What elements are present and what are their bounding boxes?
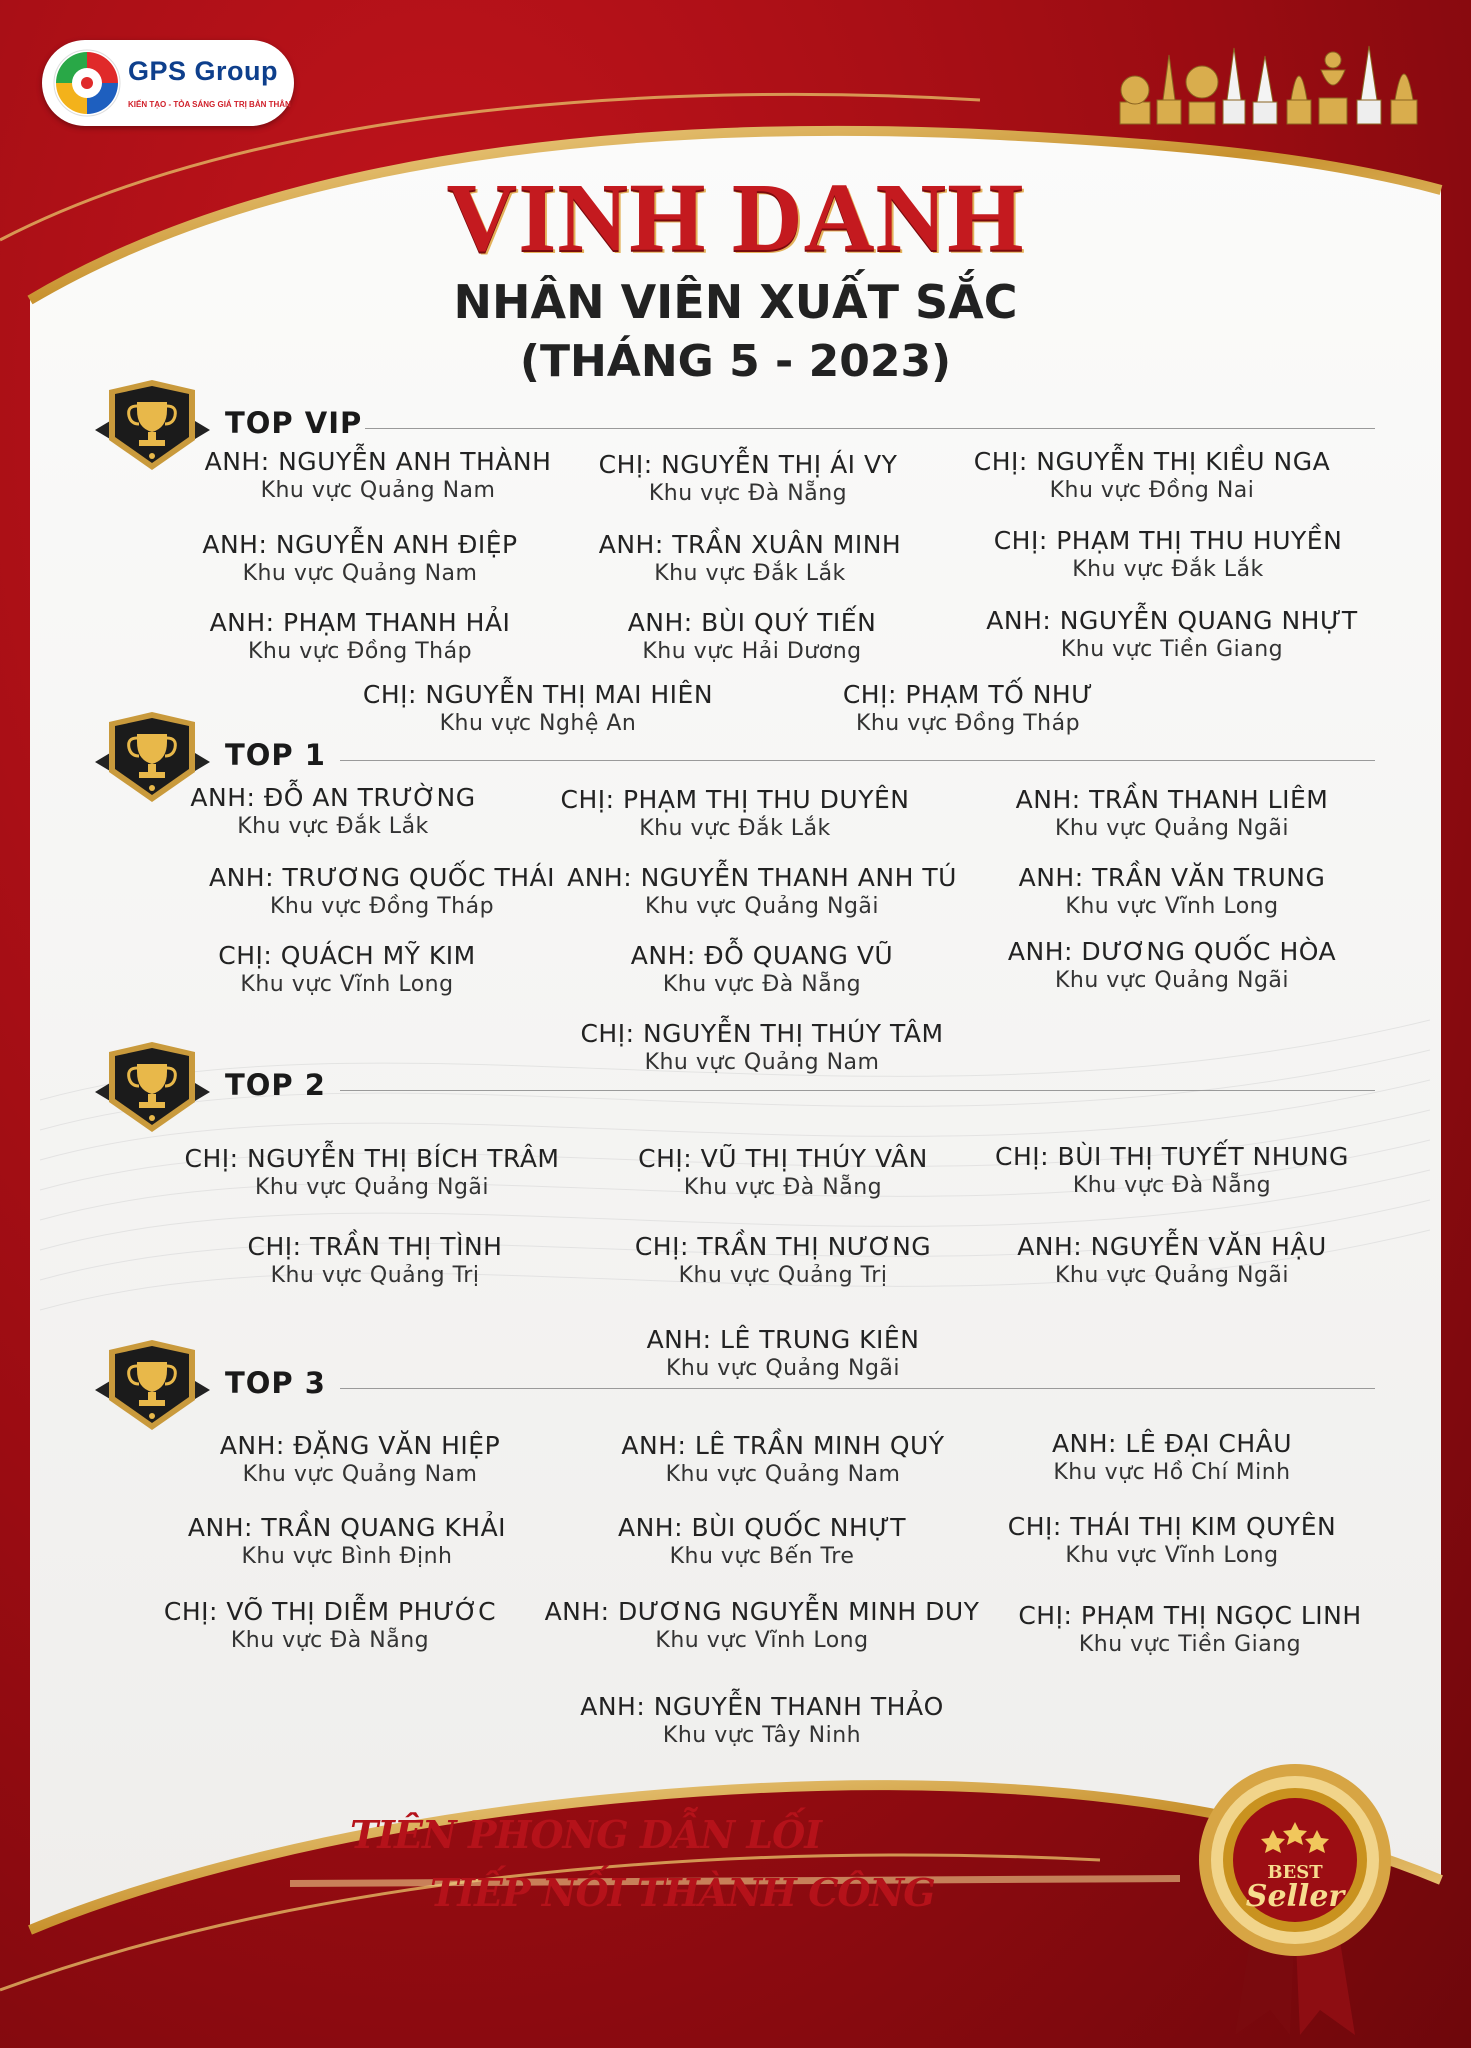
honoree-area: Khu vực Quảng Ngãi (644, 894, 880, 919)
honoree-area: Khu vực Đà Nẵng (1072, 1173, 1272, 1198)
honoree-name: ANH: TRẦN XUÂN MINH (598, 530, 902, 559)
honoree-name: CHỊ: TRẦN THỊ NƯƠNG (634, 1232, 932, 1261)
honoree-item (530, 530, 970, 588)
honoree-item (563, 1144, 1003, 1202)
honoree-name: ANH: ĐẶNG VĂN HIỆP (219, 1431, 501, 1460)
page-title: VINH DANH (446, 164, 1025, 272)
honoree-item (542, 941, 982, 999)
honoree-name: CHỊ: BÙI THỊ TUYẾT NHUNG (995, 1142, 1349, 1171)
section-header (95, 1340, 1375, 1430)
honoree-name: ANH: PHẠM THANH HẢI (209, 608, 511, 637)
honoree-area: Khu vực Tiền Giang (1060, 637, 1284, 662)
honoree-name: ANH: BÙI QUỐC NHỰT (617, 1513, 907, 1542)
honoree-area: Khu vực Hồ Chí Minh (1053, 1460, 1291, 1485)
honoree-name: CHỊ: NGUYỄN THỊ KIỀU NGA (973, 447, 1331, 476)
honoree-name: CHỊ: NGUYỄN THỊ BÍCH TRÂM (184, 1144, 560, 1173)
honoree-name: ANH: TRẦN THANH LIÊM (1015, 785, 1329, 814)
honoree-name: ANH: NGUYỄN QUANG NHỰT (986, 606, 1358, 635)
section-divider (365, 428, 1375, 429)
honoree-name: ANH: TRẦN QUANG KHẢI (187, 1513, 507, 1542)
honoree-name: ANH: LÊ TRẦN MINH QUÝ (621, 1431, 945, 1460)
honoree-item (542, 863, 982, 921)
honoree-name: ANH: NGUYỄN ANH ĐIỆP (202, 530, 518, 559)
honoree-area: Khu vực Hải Dương (642, 639, 862, 664)
honoree-name: ANH: TRẦN VĂN TRUNG (1018, 863, 1326, 892)
honoree-name: CHỊ: QUÁCH MỸ KIM (218, 941, 476, 970)
honoree-item (952, 937, 1392, 995)
honoree-area: Khu vực Bình Định (241, 1544, 453, 1569)
honoree-item (970, 1601, 1410, 1659)
page-period: (THÁNG 5 - 2023) (519, 336, 952, 387)
honoree-item (542, 1513, 982, 1571)
honoree-name: ANH: NGUYỄN VĂN HẬU (1017, 1232, 1327, 1261)
honoree-area: Khu vực Quảng Nam (242, 1462, 478, 1487)
honoree-name: CHỊ: TRẦN THỊ TÌNH (247, 1232, 503, 1261)
seal-line1: BEST (1267, 1862, 1323, 1883)
section-divider (340, 1388, 1375, 1389)
honoree-area: Khu vực Quảng Nam (242, 561, 478, 586)
honoree-area: Khu vực Đồng Tháp (269, 894, 495, 919)
honoree-item (113, 783, 553, 841)
honoree-name: CHỊ: NGUYỄN THỊ MAI HIÊN (362, 680, 714, 709)
honoree-item (162, 863, 602, 921)
section-title: TOP 1 (225, 738, 326, 772)
honoree-area: Khu vực Đồng Nai (1049, 478, 1255, 503)
honoree-name: ANH: LÊ TRUNG KIÊN (646, 1325, 920, 1354)
honoree-item (563, 1431, 1003, 1489)
best-seller-seal-icon (1195, 1760, 1395, 2040)
honoree-name: ANH: BÙI QUÝ TIẾN (627, 608, 877, 637)
honoree-name: CHỊ: PHẠM TỐ NHƯ (842, 680, 1094, 709)
section-title: TOP VIP (225, 406, 363, 440)
page-subtitle: NHÂN VIÊN XUẤT SẮC (453, 275, 1018, 329)
honoree-item (932, 447, 1372, 505)
honoree-name: ANH: TRƯƠNG QUỐC THÁI (208, 863, 555, 892)
honoree-item (515, 785, 955, 843)
honoree-item (140, 608, 580, 666)
honoree-name: ANH: NGUYỄN THANH THẢO (580, 1692, 944, 1721)
honoree-area: Khu vực Đắk Lắk (639, 816, 831, 841)
honoree-name: ANH: ĐỖ QUANG VŨ (630, 941, 894, 970)
section-header (95, 1042, 1375, 1132)
honoree-area: Khu vực Quảng Nam (260, 478, 496, 503)
honoree-area: Khu vực Quảng Ngãi (665, 1356, 901, 1381)
honoree-area: Khu vực Đắk Lắk (237, 814, 429, 839)
honoree-item (952, 863, 1392, 921)
honoree-item (528, 450, 968, 508)
honoree-item (110, 1597, 550, 1655)
trophy-badge-icon (95, 1042, 210, 1136)
honoree-name: CHỊ: PHẠM THỊ NGỌC LINH (1018, 1601, 1362, 1630)
honoree-name: CHỊ: PHẠM THỊ THU HUYỀN (993, 526, 1343, 555)
honoree-area: Khu vực Quảng Trị (270, 1263, 480, 1288)
logo-tagline: KIẾN TẠO - TỎA SÁNG GIÁ TRỊ BẢN THÂN (128, 100, 291, 109)
honoree-area: Khu vực Đắk Lắk (654, 561, 846, 586)
logo-name: GPS Group (128, 56, 279, 86)
honoree-item (952, 606, 1392, 664)
honoree-area: Khu vực Nghệ An (439, 711, 637, 736)
honoree-name: ANH: DƯƠNG QUỐC HÒA (1007, 937, 1337, 966)
honoree-area: Khu vực Đà Nẵng (662, 972, 862, 997)
honoree-item (127, 1513, 567, 1571)
honoree-item (952, 1429, 1392, 1487)
honoree-area: Khu vực Quảng Ngãi (254, 1175, 490, 1200)
trophy-badge-icon (95, 1340, 210, 1434)
section-title: TOP 2 (225, 1068, 326, 1102)
honoree-area: Khu vực Đồng Tháp (247, 639, 473, 664)
honoree-area: Khu vực Quảng Nam (644, 1050, 880, 1075)
honoree-area: Khu vực Vĩnh Long (655, 1628, 869, 1653)
honoree-name: ANH: NGUYỄN THANH ANH TÚ (567, 863, 957, 892)
honoree-area: Khu vực Vĩnh Long (1065, 894, 1279, 919)
honoree-name: ANH: NGUYỄN ANH THÀNH (204, 447, 552, 476)
honoree-area: Khu vực Đà Nẵng (230, 1628, 430, 1653)
slogan-line2: TIẾP NỐI THÀNH CÔNG (430, 1870, 935, 1915)
honoree-item (542, 1597, 982, 1655)
section-divider (340, 1090, 1375, 1091)
honoree-item (152, 1144, 592, 1202)
honoree-area: Khu vực Vĩnh Long (1065, 1543, 1279, 1568)
honoree-name: CHỊ: VŨ THỊ THÚY VÂN (638, 1144, 928, 1173)
honoree-name: CHỊ: THÁI THỊ KIM QUYÊN (1007, 1512, 1337, 1541)
honoree-area: Khu vực Tiền Giang (1078, 1632, 1302, 1657)
honoree-name: CHỊ: NGUYỄN THỊ ÁI VY (598, 450, 898, 479)
trophy-row-icon (1115, 40, 1435, 130)
honoree-item (952, 785, 1392, 843)
honoree-item (542, 1692, 982, 1750)
honoree-name: CHỊ: PHẠM THỊ THU DUYÊN (560, 785, 910, 814)
honoree-name: CHỊ: VÕ THỊ DIỄM PHƯỚC (163, 1597, 497, 1626)
honoree-item (140, 530, 580, 588)
honoree-area: Khu vực Đắk Lắk (1072, 557, 1264, 582)
honoree-area: Khu vực Quảng Nam (665, 1462, 901, 1487)
honoree-area: Khu vực Vĩnh Long (240, 972, 454, 997)
honoree-area: Khu vực Quảng Trị (678, 1263, 888, 1288)
honoree-item (563, 1232, 1003, 1290)
slogan-line1: TIÊN PHONG DẪN LỐI (350, 1812, 821, 1857)
honoree-item (952, 1512, 1392, 1570)
honoree-item (948, 526, 1388, 584)
honoree-area: Khu vực Tây Ninh (662, 1723, 862, 1748)
honoree-name: ANH: LÊ ĐẠI CHÂU (1051, 1429, 1293, 1458)
honoree-name: ANH: DƯƠNG NGUYỄN MINH DUY (544, 1597, 980, 1626)
honoree-area: Khu vực Đà Nẵng (648, 481, 848, 506)
section-divider (340, 760, 1375, 761)
honoree-area: Khu vực Đồng Tháp (855, 711, 1081, 736)
honoree-item (140, 1431, 580, 1489)
gps-logo (42, 40, 294, 126)
honoree-item (155, 1232, 595, 1290)
seal-line2: Seller (1245, 1879, 1345, 1914)
honoree-area: Khu vực Quảng Ngãi (1054, 1263, 1290, 1288)
honoree-item (952, 1142, 1392, 1200)
honoree-item (952, 1232, 1392, 1290)
honoree-area: Khu vực Đà Nẵng (683, 1175, 883, 1200)
section-title: TOP 3 (225, 1366, 326, 1400)
honoree-area: Khu vực Quảng Ngãi (1054, 816, 1290, 841)
honoree-area: Khu vực Bến Tre (669, 1544, 855, 1569)
honoree-name: CHỊ: NGUYỄN THỊ THÚY TÂM (580, 1019, 944, 1048)
honoree-area: Khu vực Quảng Ngãi (1054, 968, 1290, 993)
honoree-name: ANH: ĐỖ AN TRƯỜNG (190, 783, 476, 812)
honoree-item (127, 941, 567, 999)
honoree-item (532, 608, 972, 666)
gps-logo-icon (50, 46, 124, 120)
